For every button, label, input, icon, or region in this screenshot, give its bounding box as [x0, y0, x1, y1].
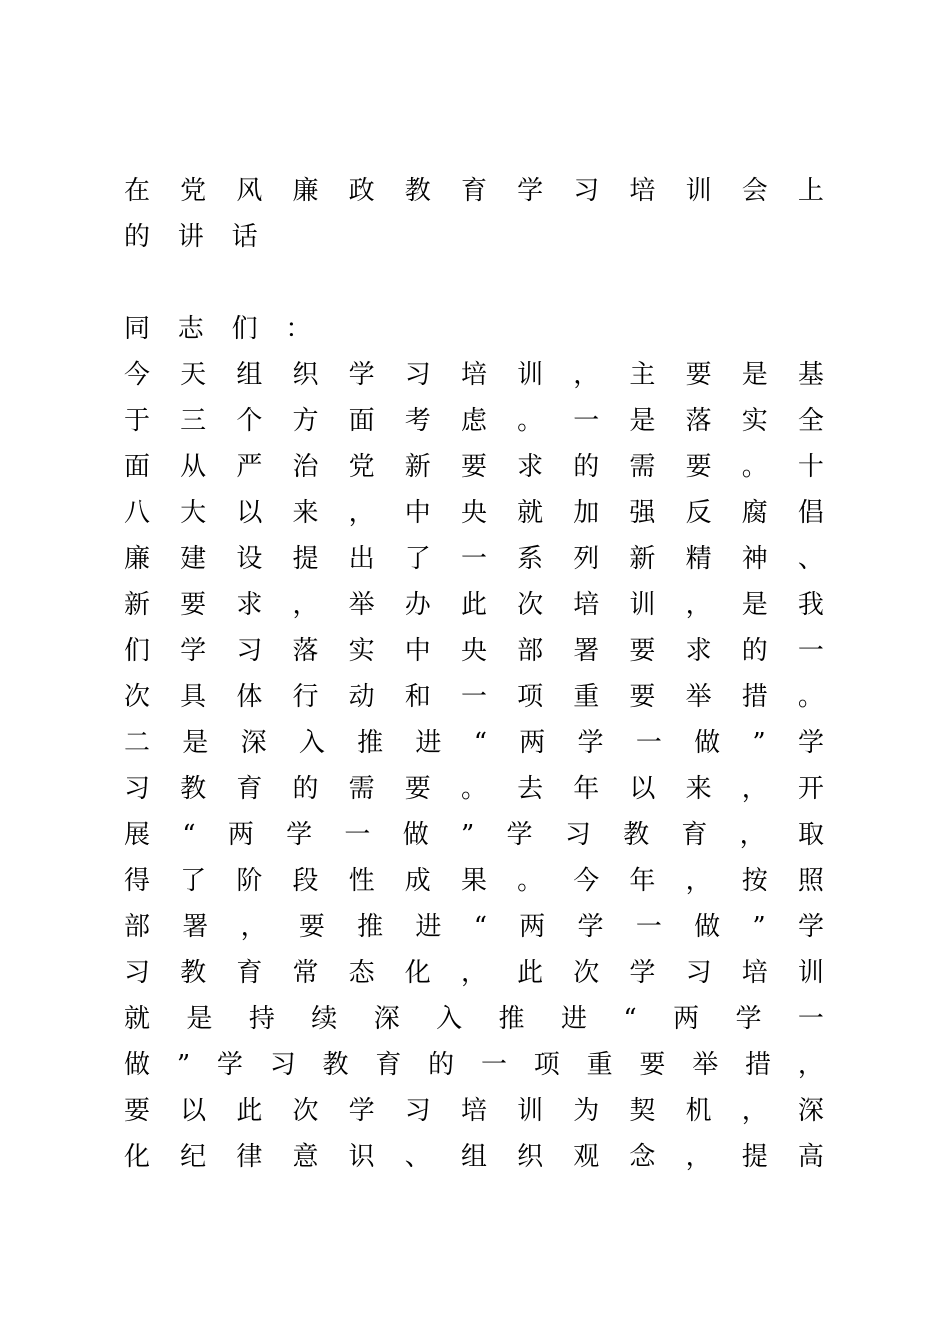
text-char: ， [573, 360, 600, 390]
text-char: 实 [348, 636, 375, 666]
text-char: 在 [124, 176, 151, 206]
text-char: 是 [182, 728, 209, 758]
text-char: 以 [180, 1096, 207, 1126]
text-char: 治 [292, 452, 319, 482]
text-char: 部 [124, 912, 151, 942]
text-char: 育 [681, 820, 708, 850]
text-char: 于 [124, 406, 151, 436]
text-char: 同 [124, 314, 151, 344]
text-char: 一 [480, 1050, 507, 1080]
text-char: 廉 [292, 176, 319, 206]
text-char: 两 [519, 912, 546, 942]
body-line [124, 674, 824, 720]
text-char: 央 [460, 498, 487, 528]
text-char: 。 [460, 774, 487, 804]
text-char: 常 [292, 958, 319, 988]
text-char: 中 [404, 636, 431, 666]
text-char: 机 [685, 1096, 712, 1126]
text-char: 学 [797, 912, 824, 942]
text-char: 提 [292, 544, 319, 574]
speech-title [124, 168, 824, 260]
text-char: 要 [404, 774, 431, 804]
body-line [124, 720, 824, 766]
text-char: 措 [741, 682, 768, 712]
body-line [124, 398, 824, 444]
text-char: 以 [629, 774, 656, 804]
text-char: 来 [685, 774, 712, 804]
text-char: 学 [517, 176, 544, 206]
text-char: 一 [797, 1004, 824, 1034]
text-char: 重 [573, 682, 600, 712]
text-char: 二 [124, 728, 151, 758]
text-char: 求 [517, 452, 544, 482]
text-char: 深 [797, 1096, 824, 1126]
text-char: 要 [124, 1096, 151, 1126]
text-char: 深 [240, 728, 267, 758]
text-char: ， [685, 590, 712, 620]
text-char: 一 [460, 544, 487, 574]
body-line [124, 628, 824, 674]
text-char: 续 [311, 1004, 338, 1034]
text-char: 倡 [797, 498, 824, 528]
text-char: 措 [745, 1050, 772, 1080]
salutation [124, 306, 824, 352]
text-char: 一 [635, 728, 662, 758]
text-char: 从 [180, 452, 207, 482]
text-char: 此 [460, 590, 487, 620]
text-char: 去 [517, 774, 544, 804]
text-char: 学 [216, 1050, 243, 1080]
text-char: 组 [460, 1142, 487, 1172]
text-char: 契 [629, 1096, 656, 1126]
text-char: 行 [292, 682, 319, 712]
text-char: 。 [517, 406, 544, 436]
body-line [124, 1088, 824, 1134]
text-char: 段 [292, 866, 319, 896]
text-char: 廉 [124, 544, 151, 574]
text-char: 习 [124, 774, 151, 804]
text-char: 此 [236, 1096, 263, 1126]
body-line [124, 536, 824, 582]
text-char: 讲 [177, 222, 204, 252]
text-char: 虑 [460, 406, 487, 436]
text-char: 年 [629, 866, 656, 896]
text-char: 教 [180, 958, 207, 988]
text-char: 央 [460, 636, 487, 666]
body-line [124, 490, 824, 536]
text-char: 。 [741, 452, 768, 482]
text-char: 就 [517, 498, 544, 528]
text-char: 举 [685, 682, 712, 712]
text-char: 年 [573, 774, 600, 804]
body-line [124, 1134, 824, 1180]
text-char: 高 [797, 1142, 824, 1172]
text-char: 化 [124, 1142, 151, 1172]
text-char: 政 [348, 176, 375, 206]
text-char: 果 [460, 866, 487, 896]
text-char: “ [623, 1004, 637, 1034]
text-char: 次 [517, 590, 544, 620]
text-char: 持 [248, 1004, 275, 1034]
text-char: 学 [735, 1004, 762, 1034]
text-char: 习 [404, 360, 431, 390]
text-char: 育 [236, 958, 263, 988]
text-char: 上 [797, 176, 824, 206]
text-char: 会 [741, 176, 768, 206]
text-char: ” [752, 728, 766, 758]
text-char: 的 [573, 452, 600, 482]
text-char: 署 [182, 912, 209, 942]
text-char: 推 [498, 1004, 525, 1034]
text-char: 新 [404, 452, 431, 482]
text-char: 培 [460, 360, 487, 390]
text-char: 天 [180, 360, 207, 390]
text-char: 体 [236, 682, 263, 712]
text-char: 。 [797, 682, 824, 712]
text-char: 做 [694, 912, 721, 942]
text-char: 学 [348, 1096, 375, 1126]
text-char: 的 [428, 1050, 455, 1080]
body-line [124, 904, 824, 950]
text-char: ” [460, 820, 475, 850]
text-char: 两 [673, 1004, 700, 1034]
text-char: 阶 [236, 866, 263, 896]
text-char: 育 [375, 1050, 402, 1080]
text-char: 。 [517, 866, 544, 896]
text-char: 需 [348, 774, 375, 804]
text-char: 培 [629, 176, 656, 206]
text-char: 习 [564, 820, 591, 850]
text-char: 织 [292, 360, 319, 390]
text-char: 反 [685, 498, 712, 528]
text-char: 取 [797, 820, 824, 850]
text-char: 今 [124, 360, 151, 390]
text-char: 重 [586, 1050, 613, 1080]
text-char: 要 [629, 636, 656, 666]
text-char: 主 [629, 360, 656, 390]
text-char: 次 [573, 958, 600, 988]
text-char: 风 [236, 176, 263, 206]
text-char: 学 [506, 820, 533, 850]
text-char: 们 [124, 636, 151, 666]
text-char: 组 [236, 360, 263, 390]
text-char: 、 [404, 1142, 431, 1172]
text-char: 要 [685, 452, 712, 482]
text-char: 新 [629, 544, 656, 574]
text-char: 党 [180, 176, 207, 206]
body-line [124, 444, 824, 490]
text-char: “ [473, 912, 487, 942]
text-char: 进 [415, 912, 442, 942]
text-char: 就 [124, 1004, 151, 1034]
body-line [124, 812, 824, 858]
body-line [124, 582, 824, 628]
text-char: 织 [517, 1142, 544, 1172]
text-char: ， [292, 590, 319, 620]
text-char: 严 [236, 452, 263, 482]
text-char: 学 [577, 912, 604, 942]
text-char: 展 [124, 820, 151, 850]
text-char: 个 [236, 406, 263, 436]
text-char: 需 [629, 452, 656, 482]
text-char: 两 [227, 820, 254, 850]
text-char: 的 [741, 636, 768, 666]
text-char: 深 [373, 1004, 400, 1034]
text-char: 习 [269, 1050, 296, 1080]
text-char: 入 [298, 728, 325, 758]
text-char: ， [741, 774, 768, 804]
text-char: ， [685, 866, 712, 896]
text-char: 系 [517, 544, 544, 574]
text-char: 中 [404, 498, 431, 528]
text-char: ， [685, 1142, 712, 1172]
text-char: 方 [292, 406, 319, 436]
text-char: 十 [797, 452, 824, 482]
text-char: 全 [797, 406, 824, 436]
text-char: 律 [236, 1142, 263, 1172]
text-char: 来 [292, 498, 319, 528]
text-char: 培 [741, 958, 768, 988]
text-char: 设 [236, 544, 263, 574]
text-char: 习 [573, 176, 600, 206]
text-char: 习 [404, 1096, 431, 1126]
text-char: 面 [348, 406, 375, 436]
text-char: 识 [348, 1142, 375, 1172]
text-char: 求 [685, 636, 712, 666]
text-char: 推 [357, 912, 384, 942]
text-char: 八 [124, 498, 151, 528]
title-line [124, 214, 824, 260]
text-char: 新 [124, 590, 151, 620]
text-char: ， [739, 820, 766, 850]
text-char: 次 [292, 1096, 319, 1126]
text-char: 以 [236, 498, 263, 528]
text-char: 培 [573, 590, 600, 620]
speech-body [124, 306, 824, 1180]
text-char: 实 [741, 406, 768, 436]
text-char: 习 [685, 958, 712, 988]
text-char: 进 [415, 728, 442, 758]
text-char: 是 [186, 1004, 213, 1034]
text-char: 部 [517, 636, 544, 666]
text-char: 署 [573, 636, 600, 666]
text-char: 一 [573, 406, 600, 436]
text-char: 为 [573, 1096, 600, 1126]
text-char: 一 [635, 912, 662, 942]
text-char: 了 [180, 866, 207, 896]
text-char: 建 [180, 544, 207, 574]
text-char: 做 [402, 820, 429, 850]
text-char: 加 [573, 498, 600, 528]
text-char: ， [460, 958, 487, 988]
text-char: 性 [348, 866, 375, 896]
text-char: 面 [124, 452, 151, 482]
text-char: 出 [348, 544, 375, 574]
text-char: 落 [685, 406, 712, 436]
text-char: 话 [231, 222, 258, 252]
text-char: “ [182, 820, 196, 850]
text-char: 次 [124, 682, 151, 712]
text-char: 此 [517, 958, 544, 988]
text-char: 是 [629, 406, 656, 436]
text-char: 化 [404, 958, 431, 988]
text-char: 具 [180, 682, 207, 712]
text-char: ， [348, 498, 375, 528]
text-char: 开 [797, 774, 824, 804]
text-char: 教 [623, 820, 650, 850]
text-char: 一 [797, 636, 824, 666]
text-char: 列 [573, 544, 600, 574]
text-char: 按 [741, 866, 768, 896]
text-char: 做 [124, 1050, 151, 1080]
text-char: 学 [577, 728, 604, 758]
text-char: 动 [348, 682, 375, 712]
text-char: 腐 [741, 498, 768, 528]
text-char: 志 [177, 314, 204, 344]
text-char: 念 [629, 1142, 656, 1172]
text-char: 学 [629, 958, 656, 988]
text-char: ， [240, 912, 267, 942]
text-char: 办 [404, 590, 431, 620]
text-char: 习 [124, 958, 151, 988]
text-char: 要 [685, 360, 712, 390]
text-char: 要 [298, 912, 325, 942]
text-char: 训 [685, 176, 712, 206]
text-char: 两 [519, 728, 546, 758]
text-char: 落 [292, 636, 319, 666]
text-char: 今 [573, 866, 600, 896]
text-char: 要 [180, 590, 207, 620]
text-char: 强 [629, 498, 656, 528]
text-char: 和 [404, 682, 431, 712]
text-char: 的 [124, 222, 151, 252]
text-char: 神 [741, 544, 768, 574]
text-char: 教 [322, 1050, 349, 1080]
text-char: ， [797, 1050, 824, 1080]
body-line [124, 996, 824, 1042]
text-char: 训 [517, 360, 544, 390]
text-char: 们 [231, 314, 258, 344]
text-char: 训 [517, 1096, 544, 1126]
body-line [124, 352, 824, 398]
text-char: 培 [460, 1096, 487, 1126]
text-char: 教 [404, 176, 431, 206]
text-char: “ [473, 728, 487, 758]
body-line [124, 766, 824, 812]
text-char: 推 [357, 728, 384, 758]
text-char: ” [176, 1050, 191, 1080]
text-char: 了 [404, 544, 431, 574]
text-char: 观 [573, 1142, 600, 1172]
text-char: 学 [348, 360, 375, 390]
text-char: 一 [460, 682, 487, 712]
text-char: 学 [180, 636, 207, 666]
text-char: 纪 [180, 1142, 207, 1172]
text-char: 要 [629, 682, 656, 712]
text-char: 学 [797, 728, 824, 758]
text-char: ， [741, 1096, 768, 1126]
text-char: 训 [797, 958, 824, 988]
text-char: 考 [404, 406, 431, 436]
text-char: 成 [404, 866, 431, 896]
text-char: 育 [236, 774, 263, 804]
text-char: 意 [292, 1142, 319, 1172]
text-char: 项 [533, 1050, 560, 1080]
text-char: ： [285, 314, 312, 344]
text-char: ” [752, 912, 766, 942]
text-char: 党 [348, 452, 375, 482]
body-line [124, 1042, 824, 1088]
text-char: 得 [124, 866, 151, 896]
text-char: 习 [236, 636, 263, 666]
text-char: 求 [236, 590, 263, 620]
text-char: 项 [517, 682, 544, 712]
body-line [124, 950, 824, 996]
text-char: 要 [639, 1050, 666, 1080]
text-char: 训 [629, 590, 656, 620]
body-line [124, 858, 824, 904]
text-char: 学 [286, 820, 313, 850]
text-char: 是 [741, 360, 768, 390]
text-char: 大 [180, 498, 207, 528]
text-char: 进 [560, 1004, 587, 1034]
text-char: 入 [436, 1004, 463, 1034]
text-char: 教 [180, 774, 207, 804]
text-char: 态 [348, 958, 375, 988]
text-char: 做 [694, 728, 721, 758]
text-char: 要 [460, 452, 487, 482]
text-char: 是 [741, 590, 768, 620]
text-char: 照 [797, 866, 824, 896]
title-line [124, 168, 824, 214]
text-char: 精 [685, 544, 712, 574]
text-char: 举 [692, 1050, 719, 1080]
text-char: 一 [344, 820, 371, 850]
text-char: 、 [797, 544, 824, 574]
text-char: 基 [797, 360, 824, 390]
text-char: 的 [292, 774, 319, 804]
text-char: 举 [348, 590, 375, 620]
text-char: 三 [180, 406, 207, 436]
text-char: 育 [460, 176, 487, 206]
text-char: 我 [797, 590, 824, 620]
text-char: 提 [741, 1142, 768, 1172]
